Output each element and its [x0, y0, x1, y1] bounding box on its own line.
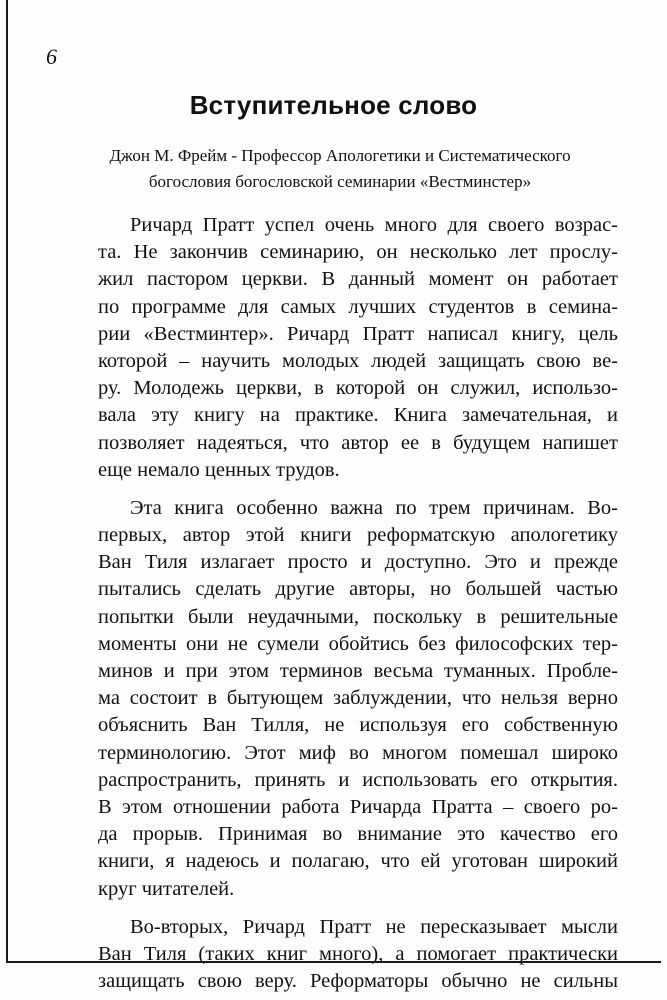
page-number: 6 — [46, 44, 57, 69]
paragraph-1 — [98, 212, 618, 484]
text-line: терминологию. Этот миф во многом помешал широко — [98, 741, 618, 764]
text-line: Эта книга особенно важна по трем причинам. Во- — [130, 496, 618, 519]
text-line: да прорыв. Принимая во внимание это качество его — [98, 823, 618, 846]
text-line: круг читателей. — [98, 877, 235, 900]
text-line: рии «Вестминтер». Ричард Пратт написал книгу, цель — [98, 322, 618, 345]
text-line: вала эту книгу на практике. Книга замечательная, и — [98, 404, 618, 427]
text-line: Во-вторых, Ричард Пратт не пересказывает мысли — [130, 915, 618, 938]
text-line: Ричард Пратт успел очень много для своего возрас- — [130, 214, 618, 236]
page-title: Вступительное слово — [189, 90, 478, 120]
text-line: попытки были неудачными, поскольку в решительные — [98, 605, 618, 628]
left-margin-rule — [6, 0, 8, 962]
text-line: Ван Тиля излагает просто и доступно. Это и прежде — [98, 551, 618, 574]
text-line: ма состоит в бытующем заблуждении, что нельзя верно — [98, 687, 618, 710]
text-line: по программе для самых лучших студентов в семина- — [98, 295, 618, 318]
text-line: защищать свою веру. Реформаторы обычно не сильны — [98, 970, 618, 993]
text-line: еще немало ценных трудов. — [98, 458, 340, 481]
text-line: первых, автор этой книги реформатскую апологетику — [98, 524, 618, 547]
author-line-2: богословия богословской семинарии «Вестминстер» — [148, 172, 532, 191]
paragraph-2 — [98, 495, 618, 903]
text-line: объяснить Ван Тилля, не используя его собственную — [98, 714, 618, 737]
text-line: жил пастором церкви. В данный момент он работает — [98, 268, 618, 291]
text-line: книги, я надеюсь и полагаю, что ей уготован широкий — [98, 850, 618, 873]
text-line: распространить, принять и использовать его открытия. — [98, 768, 618, 791]
text-line: позволяет надеяться, что автор ее в будущем напишет — [98, 431, 618, 454]
paragraph-3 — [98, 914, 618, 996]
text-line: которой – научить молодых людей защищать свою ве- — [98, 349, 618, 372]
text-line: моменты они не сумели обойтись без философских тер- — [98, 632, 618, 655]
text-line: та. Не закончив семинарию, он несколько лет прослу- — [98, 241, 618, 264]
text-line: ру. Молодежь церкви, в которой он служил, использо- — [98, 377, 618, 400]
text-line: минов и при этом терминов весьма туманных. Пробле- — [98, 660, 618, 682]
text-line: В этом отношении работа Ричарда Пратта – своего ро- — [98, 795, 618, 818]
body-text — [98, 212, 618, 995]
text-line: пытались сделать другие авторы, но большей частью — [98, 578, 618, 601]
author-line-1: Джон М. Фрейм - Профессор Апологетики и Систематического — [109, 146, 571, 165]
text-line: Ван Тиля (таких книг много), а помогает практически — [98, 942, 618, 965]
